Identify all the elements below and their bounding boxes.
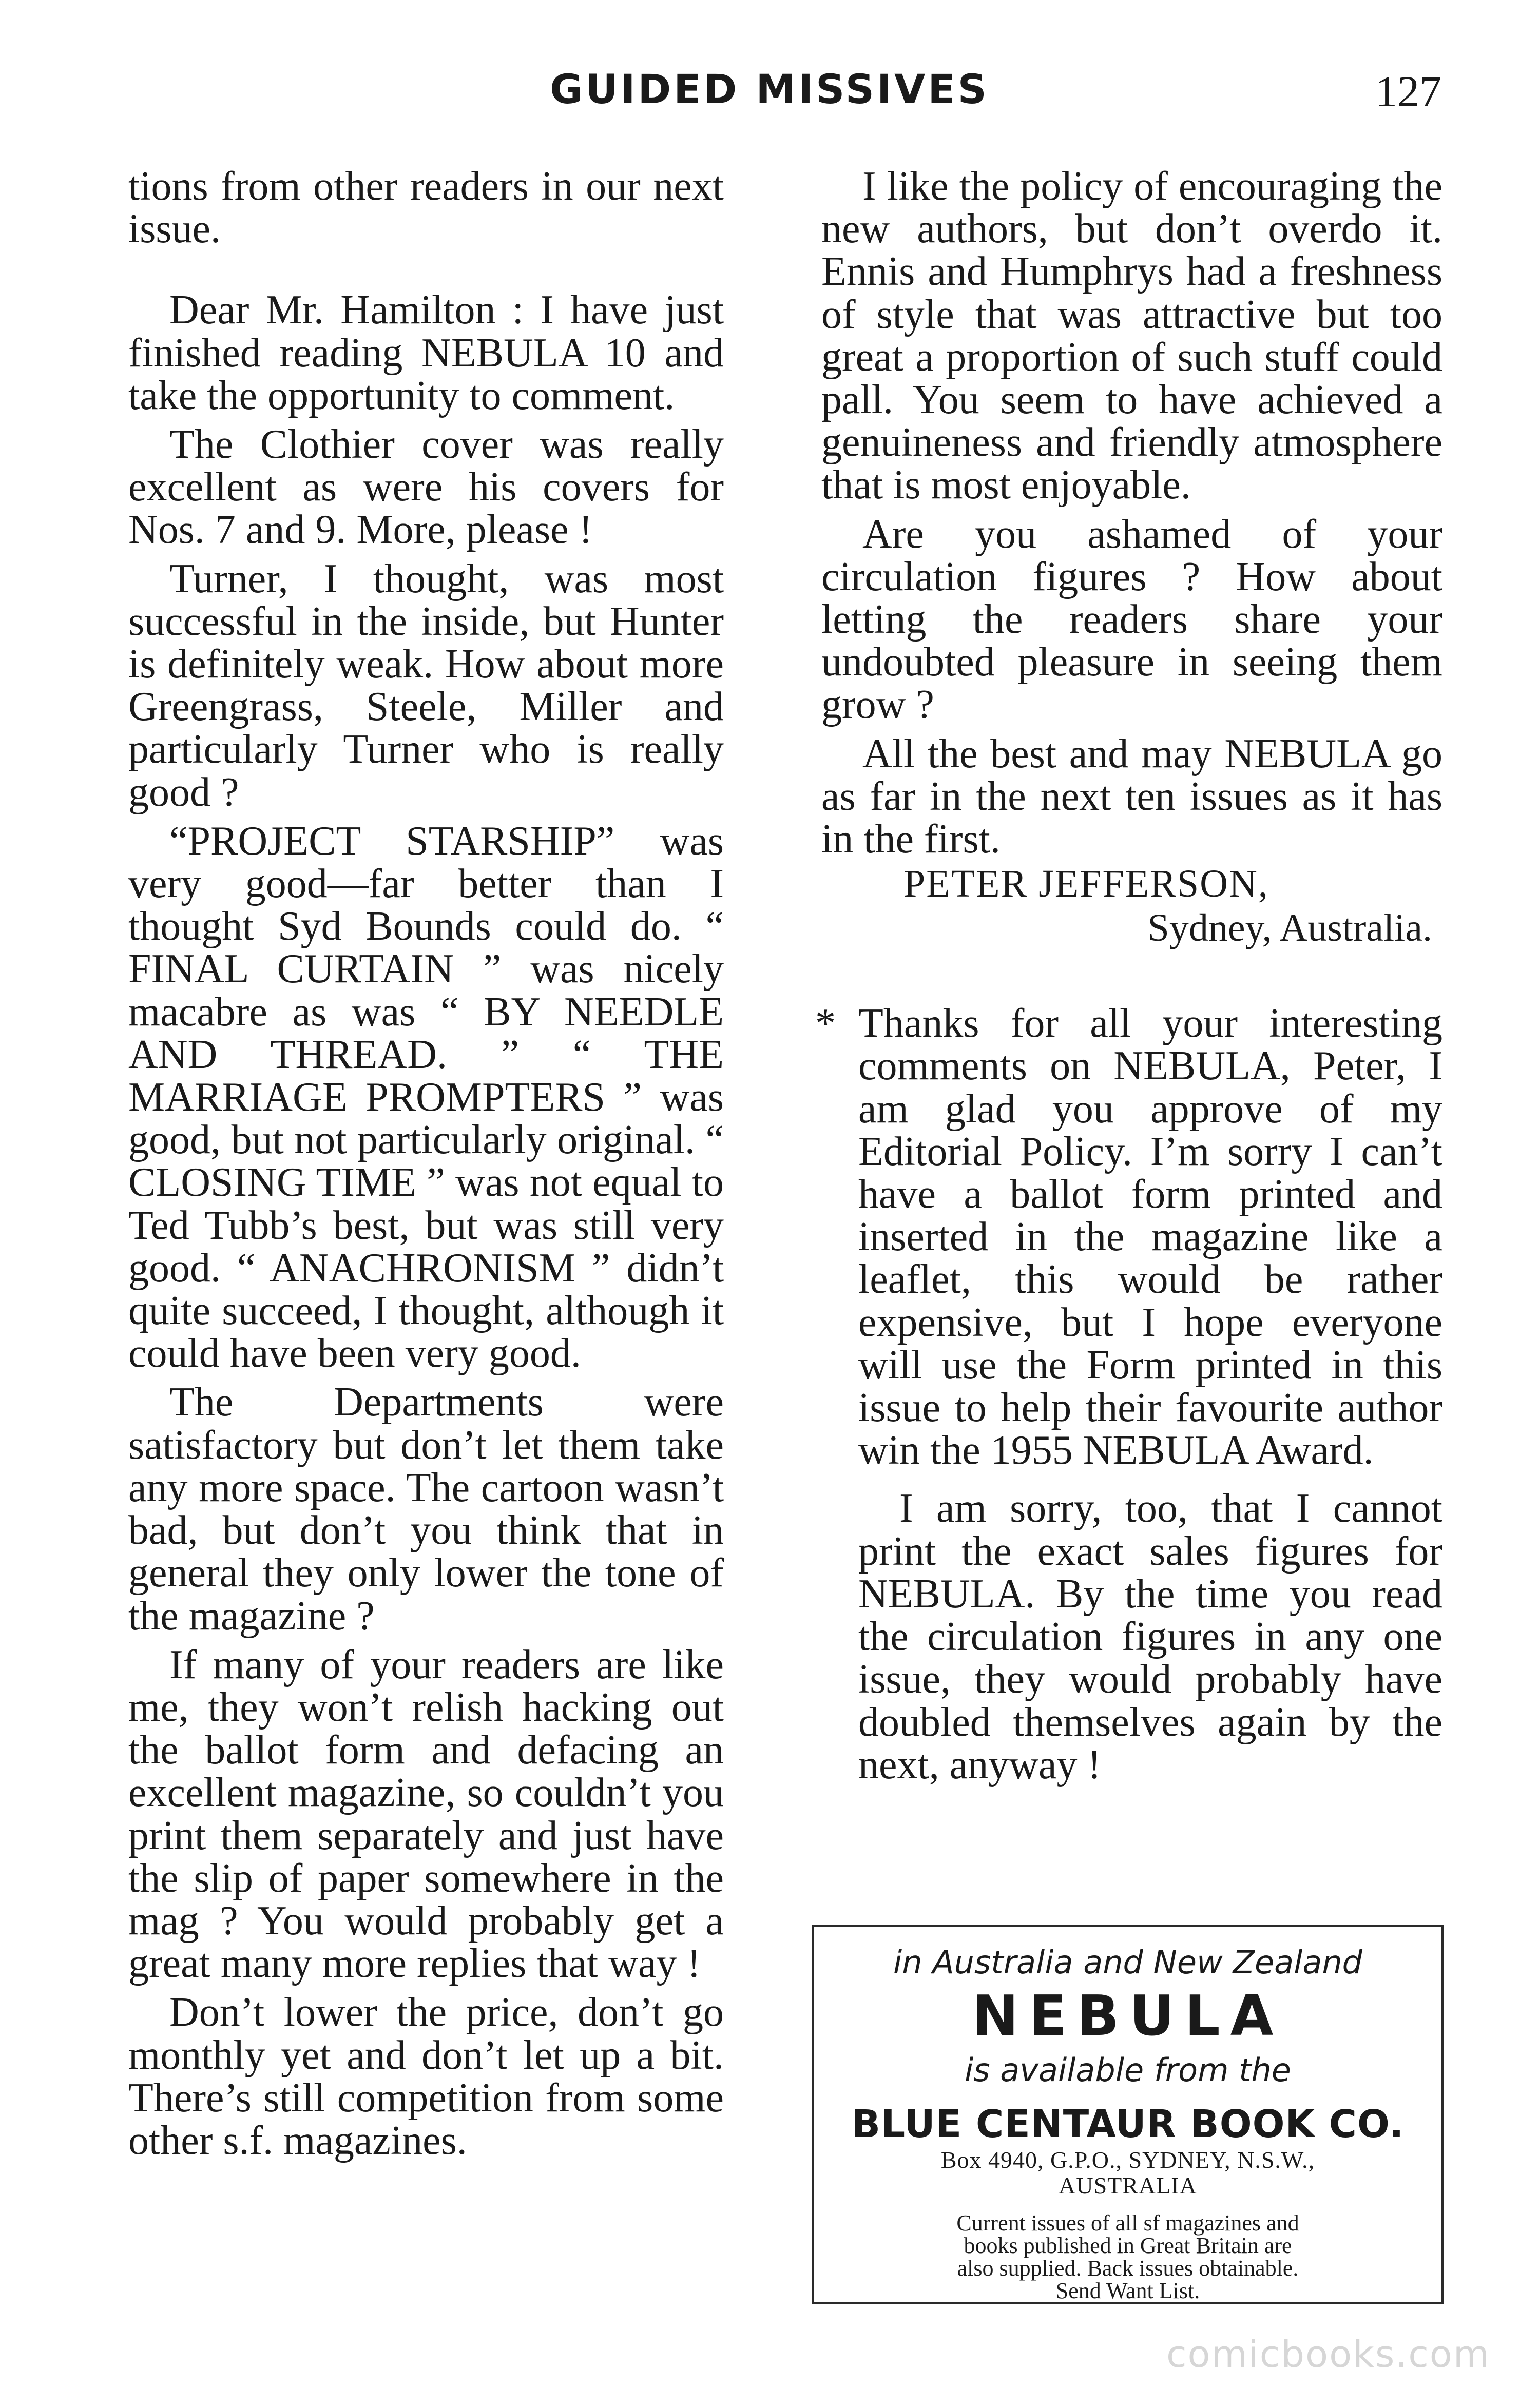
left-column	[128, 165, 724, 2162]
letter-paragraph: If many of your readers are like me, they won’t relish hacking out the ballot form and defacing an excellent magazine, so couldn’t you print them separately and just have the slip of paper somewhere in the mag ? You would probably get a great many more replies that way !	[128, 1642, 724, 1987]
reply-paragraph: I am sorry, too, that I cannot print the exact sales figures for NEBULA. By the time you read the circulation figures in any one issue, they would probably have doubled themselves again by the next, anyway !	[858, 1486, 1442, 1788]
letter-paragraph: Are you ashamed of your circulation figures ? How about letting the readers share your undoubted pleasure in seeing them grow ?	[821, 511, 1442, 728]
letter-paragraph: “PROJECT STARSHIP” was very good—far better than I thought Syd Bounds could do. “ FINAL CURTAIN ” was nicely macabre as was “ BY NEEDLE AND THREAD. ” “ THE MARRIAGE PROMPTERS ” was good, but not particularly original. “ CLOSING TIME ” was not equal to Ted Tubb’s best, but was still very good. “ ANACHRONISM ” didn’t quite succeed, I thought, although it could have been very good.	[128, 818, 724, 1376]
letter-paragraph: Dear Mr. Hamilton : I have just finished reading NEBULA 10 and take the opportunity to comment.	[128, 287, 724, 418]
ad-note-line: Current issues of all sf magazines and	[956, 2210, 1299, 2236]
signature-place: Sydney, Australia.	[1147, 906, 1432, 950]
letter-signature	[821, 863, 1442, 951]
ad-note-line: Send Want List.	[1055, 2278, 1200, 2303]
watermark: comicbooks.com	[1166, 2333, 1490, 2376]
continuation-text: tions from other readers in our next issue.	[128, 164, 724, 252]
letter-paragraph: The Departments were satisfactory but don’t let them take any more space. The cartoon wasn’t bad, but don’t you think that in general they only lower the tone of the magazine ?	[128, 1380, 724, 1639]
letter-paragraph: I like the policy of encouraging the new authors, but don’t overdo it. Ennis and Humphrys had a freshness of style that was attractive but too great a proportion of such stuff could pall. You seem to have achieved a genuineness and friendly atmosphere that is most enjoyable.	[821, 164, 1442, 508]
reply-marker: *	[815, 1001, 836, 1046]
running-head: GUIDED MISSIVES	[550, 67, 989, 113]
ad-note-line: books published in Great Britain are	[964, 2233, 1292, 2258]
ad-note-line: also supplied. Back issues obtainable.	[957, 2256, 1299, 2281]
right-column	[815, 164, 1442, 1788]
ad-company: BLUE CENTAUR BOOK CO.	[851, 2102, 1405, 2146]
letter-paragraph: Don’t lower the price, don’t go monthly yet and don’t let up a bit. There’s still competition from some other s.f. magazines.	[128, 1990, 724, 2163]
ad-title: NEBULA	[972, 1984, 1284, 2048]
ad-note	[814, 2212, 1441, 2302]
letter-paragraph: Turner, I thought, was most successful in the inside, but Hunter is definitely weak. How about more Greengrass, Steele, Miller and particularly Turner who is really good ?	[128, 556, 724, 815]
page-number: 127	[1375, 67, 1441, 116]
ad-intro: in Australia and New Zealand	[893, 1944, 1362, 1981]
reply-paragraph: Thanks for all your interesting comments on NEBULA, Peter, I am glad you approve of my Editorial Policy. I’m sorry I can’t have a ballot form printed and inserted in the magazine like a leaflet, this would be rather expensive, but I hope everyone will use the Form printed in this issue to help their favourite author win the 1955 NEBULA Award.	[858, 1001, 1442, 1473]
letter-paragraph: All the best and may NEBULA go as far in the next ten issues as it has in the first.	[821, 731, 1442, 862]
advertisement-box	[812, 1925, 1444, 2304]
signature-name: PETER JEFFERSON,	[903, 862, 1269, 906]
ad-subtitle: is available from the	[965, 2051, 1291, 2089]
ad-address-line: Box 4940, G.P.O., SYDNEY, N.S.W.,	[940, 2147, 1315, 2173]
ad-address-line: AUSTRALIA	[1059, 2172, 1197, 2199]
letter-paragraph: The Clothier cover was really excellent as were his covers for Nos. 7 and 9. More, please !	[128, 422, 724, 553]
editor-reply	[815, 1001, 1442, 1788]
